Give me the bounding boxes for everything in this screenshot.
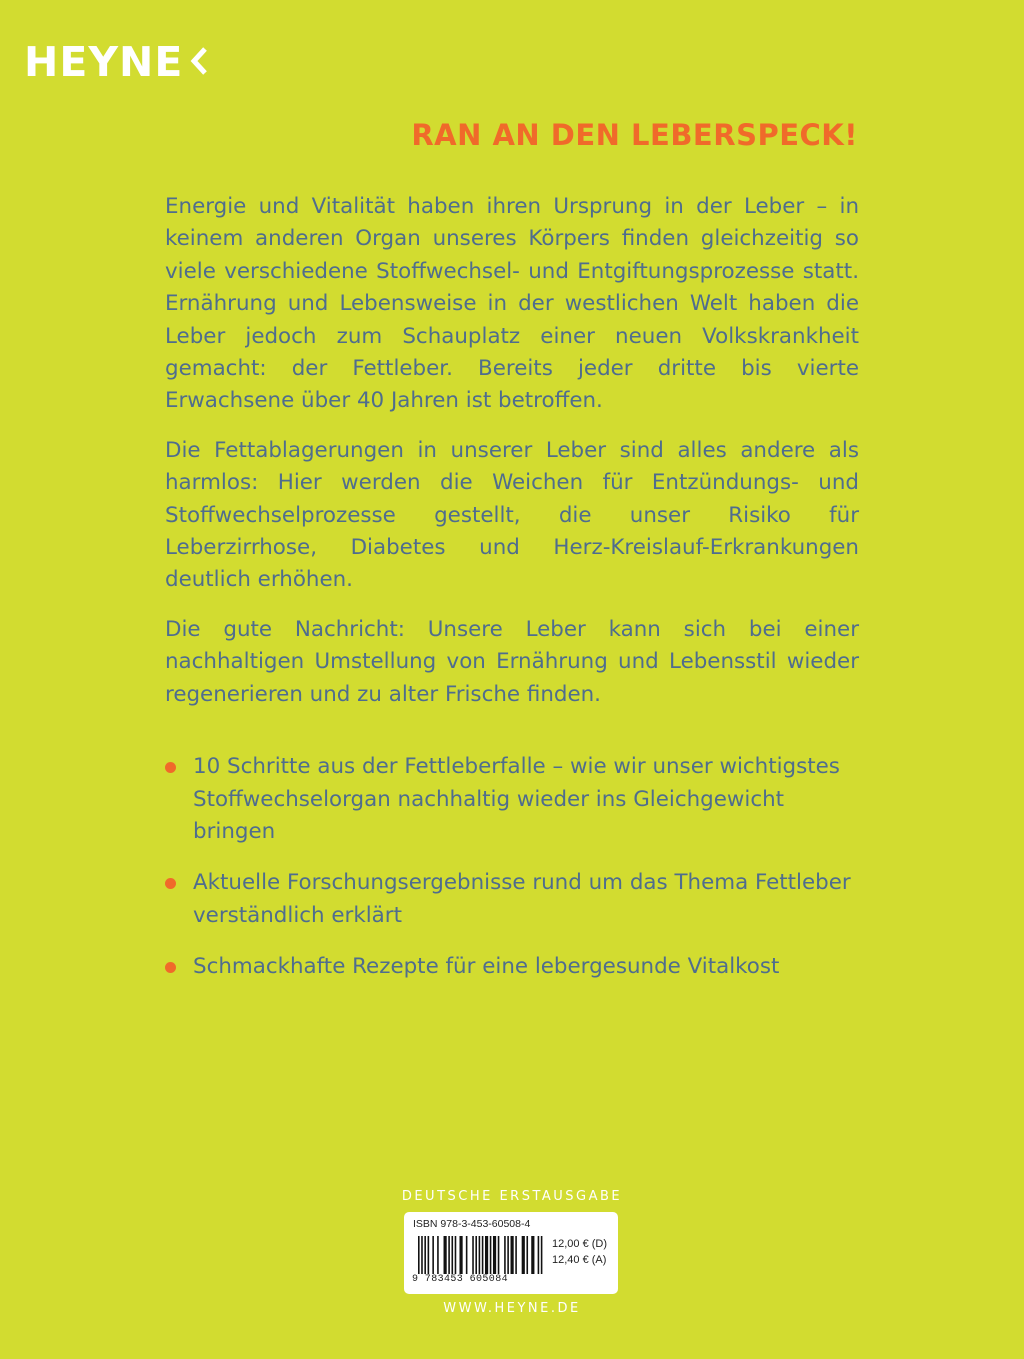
bullet-item: [165, 751, 859, 848]
barcode-bar: [428, 1236, 430, 1274]
barcode-bar: [466, 1236, 468, 1274]
barcode-bar: [531, 1236, 534, 1274]
paragraph: Energie und Vitalität haben ihren Ursprung in der Leber – in keinem anderen Organ unseres Körpers finden gleichzeitig so viele verschiedene Stoffwechsel- und Entgiftungsprozesse statt. Ernährung und Lebensweise in der westlichen Welt haben die Leber jedoch zum Schauplatz einer neuen Volkskrankheit gemacht: der Fettleber. Bereits jeder dritte bis vierte Erwachsene über 40 Jahren ist betroffen.: [165, 194, 859, 414]
publisher-logo: [24, 38, 209, 86]
price-germany: 12,00 € (D): [552, 1238, 608, 1250]
website-url: WWW.HEYNE.DE: [443, 1301, 581, 1316]
barcode-bar: [479, 1236, 481, 1274]
barcode-bar: [459, 1236, 462, 1274]
isbn-text: ISBN 978-3-453-60508-4: [413, 1218, 531, 1230]
bullet-text: Schmackhafte Rezepte für eine lebergesunde Vitalkost: [193, 954, 780, 980]
barcode-bar: [541, 1236, 543, 1274]
barcode-panel: [404, 1212, 618, 1294]
bullet-text: 10 Schritte aus der Fettleberfalle – wie wir unser wichtigstes Stoffwechselorgan nachhaltig wieder ins Gleichgewicht bringen: [193, 754, 840, 844]
barcode-bar: [475, 1236, 477, 1274]
price-austria: 12,40 € (A): [552, 1254, 607, 1266]
barcode-bar: [418, 1236, 420, 1274]
barcode-bar: [538, 1236, 540, 1274]
barcode-bar: [424, 1236, 426, 1274]
barcode-bar: [432, 1236, 434, 1274]
barcode-bar: [493, 1236, 496, 1274]
paragraph: Die gute Nachricht: Unsere Leber kann sich bei einer nachhaltigen Umstellung von Ernährung und Lebensstil wieder regenerieren und zu alter Frische finden.: [165, 616, 859, 707]
barcode-bar: [490, 1236, 492, 1274]
headline: RAN AN DEN LEBERSPECK!: [411, 118, 858, 152]
barcode-bar: [472, 1236, 474, 1274]
bullet-text: Aktuelle Forschungsergebnisse rund um das Thema Fettleber verständlich erklärt: [193, 870, 851, 928]
barcode-bar: [448, 1236, 450, 1274]
barcode-bar: [504, 1236, 506, 1274]
barcode-bar: [421, 1236, 423, 1274]
bullet-dot-icon: [165, 962, 176, 973]
barcode-bar: [482, 1236, 484, 1274]
chevron-left-icon: [189, 38, 209, 86]
bullet-dot-icon: [165, 878, 176, 889]
barcode-bar: [515, 1236, 517, 1274]
barcode-bar: [511, 1236, 514, 1274]
bullet-item: [165, 951, 859, 983]
barcode-bar: [498, 1236, 500, 1274]
bullet-dot-icon: [165, 762, 176, 773]
barcode-bar: [522, 1236, 525, 1274]
barcode-bar: [437, 1236, 439, 1274]
publisher-logo-text: HEYNE: [24, 38, 184, 86]
blurb: [165, 191, 859, 1003]
barcode-bars: [418, 1236, 544, 1274]
bullet-item: [165, 867, 859, 932]
barcode-bar: [485, 1236, 488, 1274]
barcode-digits: 9 783453 605084: [412, 1274, 509, 1285]
edition-label: DEUTSCHE ERSTAUSGABE: [401, 1189, 623, 1204]
bullet-list: [165, 751, 859, 983]
barcode-bar: [526, 1236, 528, 1274]
barcode-bar: [507, 1236, 509, 1274]
barcode-bar: [444, 1236, 447, 1274]
barcode-bar: [455, 1236, 457, 1274]
paragraph: Die Fettablagerungen in unserer Leber sind alles andere als harmlos: Hier werden die Weichen für Entzündungs- und Stoffwechselprozesse gestellt, die unser Risiko für Leberzirrhose, Diabetes und Herz-Kreislauf-Erkrankungen deutlich erhöhen.: [165, 437, 859, 593]
barcode-bar: [451, 1236, 453, 1274]
